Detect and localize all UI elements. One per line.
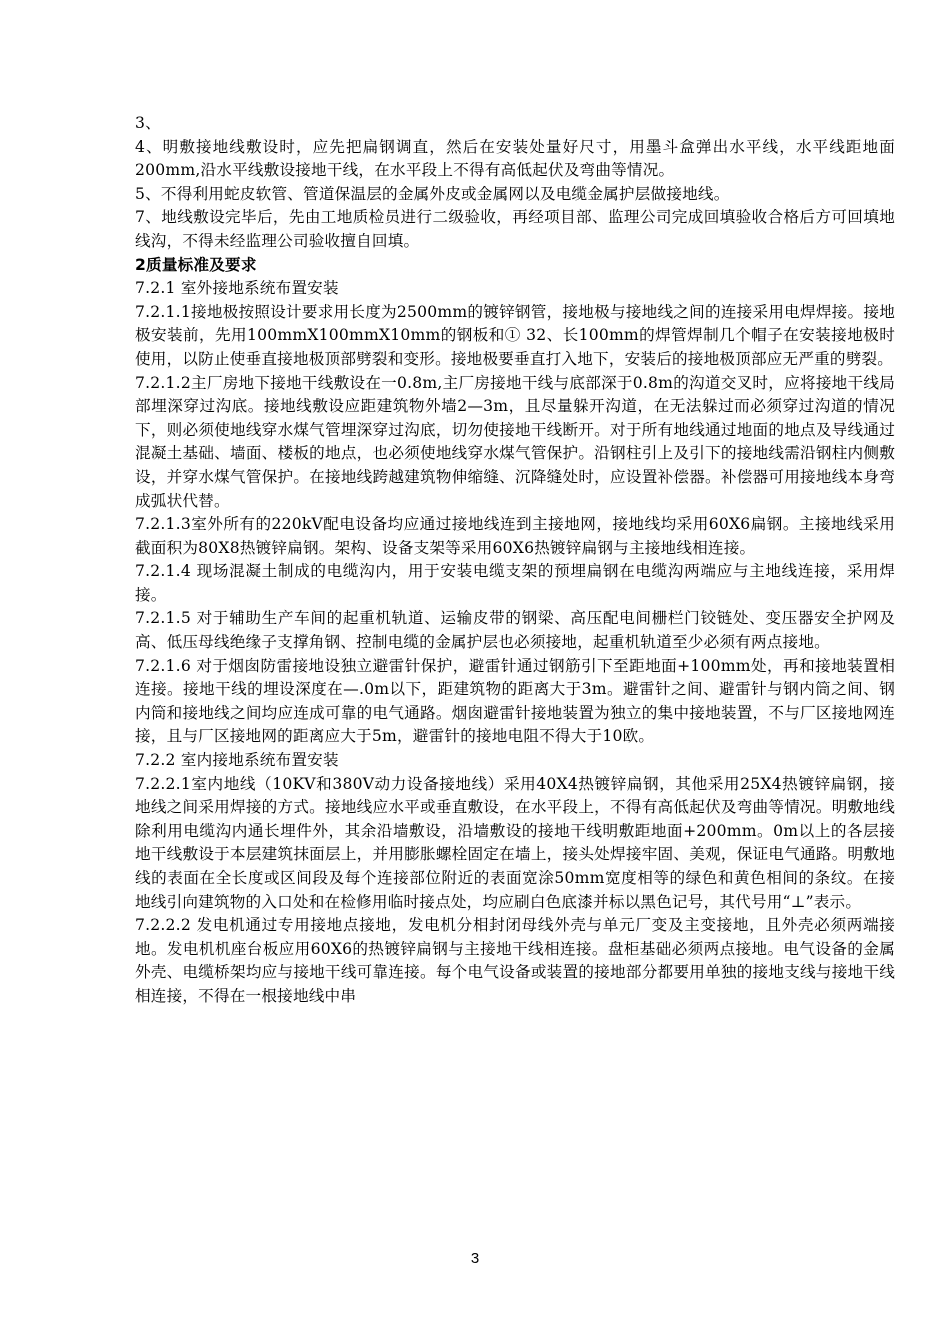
subsection-heading-7-2-2: 7.2.2 室内接地系统布置安装 [135, 751, 339, 770]
page-number: 3 [470, 1250, 480, 1267]
paragraph-7-2-1-5: 7.2.1.5 对于辅助生产车间的起重机轨道、运输皮带的钢梁、高压配电间栅栏门铰链处、变压器安全护网及高、低压母线绝缘子支撑角钢、控制电缆的金属护层也必须接地，起重机轨道至少必须有两点接地。 [135, 609, 895, 652]
paragraph-7-2-2-1: 7.2.2.1室内地线（10KV和380V动力设备接地线）采用40X4热镀锌扁钢，其他采用25X4热镀锌扁钢，接地线之间采用焊接的方式。接地线应水平或垂直敷设，在水平段上，不得有高低起伏及弯曲等情况。明敷地线除利用电缆沟内通长埋件外，其余沿墙敷设，沿墙敷设的接地干线明敷距地面+200mm。0m以上的各层接地干线敷设于本层建筑抹面层上，并用膨胀螺栓固定在墙上，接头处焊接牢固、美观，保证电气通路。明敷地线的表面在全长度或区间段及每个连接部位附近的表面宽涂50mm宽度相等的绿色和黄色相间的条纹。在接地线引向建筑物的入口处和在检修用临时接点处，均应刷白色底漆并标以黑色记号，其代号用“⊥”表示。 [135, 774, 895, 911]
paragraph-item-4: 4、明敷接地线敷设时，应先把扁钢调直，然后在安装处量好尺寸，用墨斗盒弹出水平线，水平线距地面200mm,沿水平线敷设接地干线，在水平段上不得有高低起伏及弯曲等情况。 [135, 137, 895, 180]
paragraph-7-2-1-1: 7.2.1.1接地极按照设计要求用长度为2500mm的镀锌钢管，接地极与接地线之间的连接采用电焊焊接。接地极安装前，先用100mmX100mmX10mm的钢板和① 32、长100mm的焊管焊制几个帽子在安装接地极时使用，以防止使垂直接地极顶部劈裂和变形。接地极要垂直打入地下，安装后的接地极顶部应无严重的劈裂。 [135, 302, 895, 368]
paragraph-item-5: 5、不得利用蛇皮软管、管道保温层的金属外皮或金属网以及电缆金属护层做接地线。 [135, 184, 730, 203]
section-heading-quality: 2质量标准及要求 [135, 255, 257, 274]
subsection-heading-7-2-1: 7.2.1 室外接地系统布置安装 [135, 279, 339, 298]
document-body [135, 112, 895, 1009]
paragraph-item-3: 3、 [135, 114, 161, 132]
paragraph-7-2-1-2: 7.2.1.2主厂房地下接地干线敷设在一0.8m,主厂房接地干线与底部深于0.8m的沟道交叉时，应将接地干线局部埋深穿过沟底。接地线敷设应距建筑物外墙2—3m，且尽量躲开沟道，在无法躲过而必须穿过沟道的情况下，则必须使地线穿水煤气管埋深穿过沟底，切勿使接地干线断开。对于所有地线通过地面的地点及导线通过混凝土基础、墙面、楼板的地点，也必须使地线穿水煤气管保护。沿钢柱引上及引下的接地线需沿钢柱内侧敷设，并穿水煤气管保护。在接地线跨越建筑物伸缩缝、沉降缝处时，应设置补偿器。补偿器可用接地线本身弯成弧状代替。 [135, 373, 895, 510]
paragraph-7-2-1-4: 7.2.1.4 现场混凝土制成的电缆沟内，用于安装电缆支架的预埋扁钢在电缆沟两端应与主地线连接，采用焊接。 [135, 562, 895, 604]
paragraph-7-2-1-6: 7.2.1.6 对于烟囱防雷接地设独立避雷针保护，避雷针通过钢筋引下至距地面+100mm处，再和接地装置相连接。接地干线的埋设深度在—.0m以下，距建筑物的距离大于3m。避雷针之间、避雷针与钢内筒之间、钢内筒和接地线之间均应连成可靠的电气通路。烟囱避雷针接地装置为独立的集中接地装置，不与厂区接地网连接，且与厂区接地网的距离应大于5m，避雷针的接地电阻不得大于10欧。 [135, 656, 895, 746]
paragraph-7-2-2-2: 7.2.2.2 发电机通过专用接地点接地，发电机分相封闭母线外壳与单元厂变及主变接地，且外壳必须两端接地。发电机机座台板应用60X6的热镀锌扁钢与主接地干线相连接。盘柜基础必须两点接地。电气设备的金属外壳、电缆桥架均应与接地干线可靠连接。每个电气设备或装置的接地部分都要用单独的接地支线与接地干线相连接，不得在一根接地线中串 [135, 916, 895, 1005]
paragraph-7-2-1-3: 7.2.1.3室外所有的220kV配电设备均应通过接地线连到主接地网，接地线均采用60X6扁钢。主接地线采用截面积为80X8热镀锌扁钢。架构、设备支架等采用60X6热镀锌扁钢与主接地线相连接。 [135, 515, 895, 557]
paragraph-item-7: 7、地线敷设完毕后，先由工地质检员进行二级验收，再经项目部、监理公司完成回填验收合格后方可回填地线沟，不得未经监理公司验收擅自回填。 [135, 208, 895, 250]
